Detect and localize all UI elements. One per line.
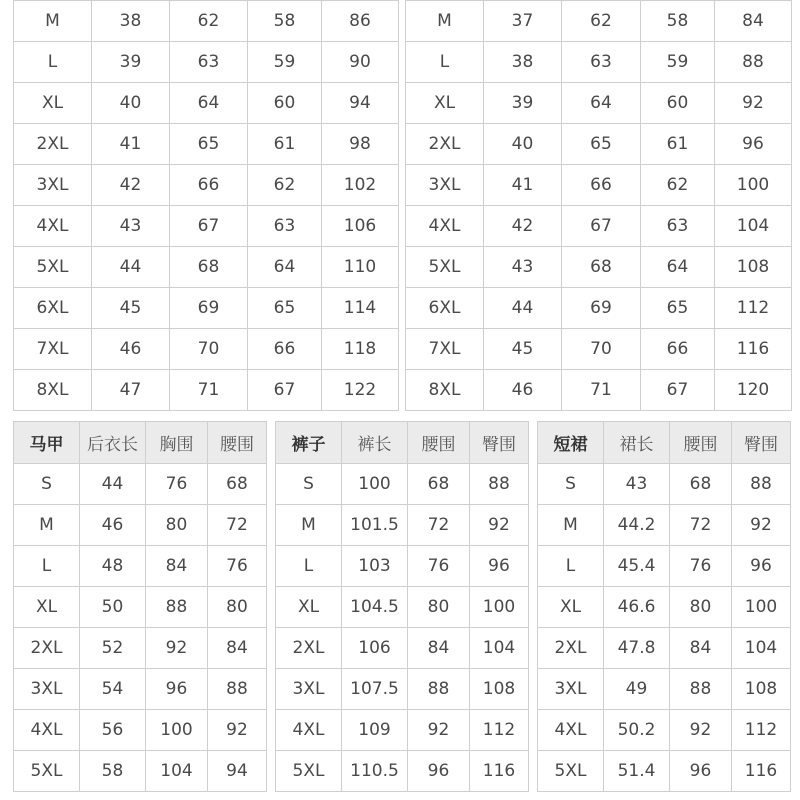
top-right-value-cell: 42 [484, 206, 562, 247]
top-left-row [14, 370, 399, 411]
top-left-size-cell: 2XL [14, 124, 92, 165]
top-right-size-cell: 3XL [406, 165, 484, 206]
pants-value-cell: 106 [342, 628, 408, 669]
skirt-value-cell: 76 [670, 546, 732, 587]
pants-value-cell: 92 [408, 710, 470, 751]
top-right-row [406, 288, 792, 329]
top-right-value-cell: 40 [484, 124, 562, 165]
top-left-size-cell: 6XL [14, 288, 92, 329]
vest-col-waist: 腰围 [208, 422, 267, 464]
top-right-value-cell: 59 [641, 42, 715, 83]
skirt-row [538, 628, 791, 669]
top-right-value-cell: 120 [715, 370, 792, 411]
pants-size-cell: XL [276, 587, 342, 628]
pants-col-waist: 腰围 [408, 422, 470, 464]
top-right-size-cell: 6XL [406, 288, 484, 329]
skirt-value-cell: 116 [732, 751, 791, 792]
top-right-value-cell: 62 [641, 165, 715, 206]
vest-col-chest: 胸围 [146, 422, 208, 464]
skirt-value-cell: 51.4 [604, 751, 670, 792]
skirt-value-cell: 100 [732, 587, 791, 628]
top-right-value-cell: 68 [562, 247, 641, 288]
pants-table-header [276, 422, 529, 464]
vest-value-cell: 80 [146, 505, 208, 546]
pants-row [276, 546, 529, 587]
top-left-value-cell: 46 [92, 329, 170, 370]
top-left-value-cell: 66 [170, 165, 248, 206]
vest-value-cell: 92 [208, 710, 267, 751]
top-right-value-cell: 39 [484, 83, 562, 124]
top-left-value-cell: 63 [170, 42, 248, 83]
skirt-col-waist: 腰围 [670, 422, 732, 464]
pants-value-cell: 100 [470, 587, 529, 628]
skirt-size-cell: S [538, 464, 604, 505]
skirt-size-cell: L [538, 546, 604, 587]
skirt-row [538, 587, 791, 628]
top-right-value-cell: 96 [715, 124, 792, 165]
vest-row [14, 669, 267, 710]
top-left-value-cell: 42 [92, 165, 170, 206]
top-right-value-cell: 67 [641, 370, 715, 411]
top-right-value-cell: 92 [715, 83, 792, 124]
pants-value-cell: 107.5 [342, 669, 408, 710]
top-left-row [14, 247, 399, 288]
top-left-value-cell: 66 [248, 329, 322, 370]
top-left-value-cell: 68 [170, 247, 248, 288]
vest-value-cell: 54 [80, 669, 146, 710]
top-right-row [406, 329, 792, 370]
pants-value-cell: 116 [470, 751, 529, 792]
top-right-row [406, 206, 792, 247]
pants-size-cell: L [276, 546, 342, 587]
size-table-top-left [13, 0, 399, 411]
skirt-value-cell: 92 [670, 710, 732, 751]
skirt-value-cell: 108 [732, 669, 791, 710]
top-right-value-cell: 45 [484, 329, 562, 370]
skirt-value-cell: 96 [732, 546, 791, 587]
top-right-row [406, 165, 792, 206]
skirt-value-cell: 72 [670, 505, 732, 546]
top-left-value-cell: 44 [92, 247, 170, 288]
pants-value-cell: 72 [408, 505, 470, 546]
top-right-value-cell: 88 [715, 42, 792, 83]
vest-size-cell: 4XL [14, 710, 80, 751]
top-left-value-cell: 86 [322, 1, 399, 42]
vest-size-cell: 3XL [14, 669, 80, 710]
top-left-value-cell: 41 [92, 124, 170, 165]
top-left-size-cell: L [14, 42, 92, 83]
skirt-value-cell: 50.2 [604, 710, 670, 751]
skirt-value-cell: 84 [670, 628, 732, 669]
vest-value-cell: 52 [80, 628, 146, 669]
top-right-value-cell: 43 [484, 247, 562, 288]
top-right-value-cell: 71 [562, 370, 641, 411]
pants-value-cell: 103 [342, 546, 408, 587]
pants-table-title: 裤子 [276, 422, 342, 464]
top-right-value-cell: 58 [641, 1, 715, 42]
top-right-size-cell: M [406, 1, 484, 42]
top-left-value-cell: 110 [322, 247, 399, 288]
pants-size-cell: M [276, 505, 342, 546]
top-right-size-cell: 5XL [406, 247, 484, 288]
top-left-value-cell: 118 [322, 329, 399, 370]
top-right-value-cell: 60 [641, 83, 715, 124]
top-right-row [406, 83, 792, 124]
vest-value-cell: 44 [80, 464, 146, 505]
top-left-value-cell: 58 [248, 1, 322, 42]
top-right-value-cell: 108 [715, 247, 792, 288]
top-right-row [406, 370, 792, 411]
top-left-value-cell: 62 [170, 1, 248, 42]
vest-value-cell: 50 [80, 587, 146, 628]
vest-value-cell: 94 [208, 751, 267, 792]
skirt-value-cell: 96 [670, 751, 732, 792]
top-right-value-cell: 63 [641, 206, 715, 247]
top-right-value-cell: 66 [562, 165, 641, 206]
skirt-col-length: 裙长 [604, 422, 670, 464]
top-left-value-cell: 59 [248, 42, 322, 83]
pants-row [276, 505, 529, 546]
top-left-value-cell: 65 [248, 288, 322, 329]
top-left-value-cell: 39 [92, 42, 170, 83]
top-right-size-cell: 7XL [406, 329, 484, 370]
pants-value-cell: 84 [408, 628, 470, 669]
pants-row [276, 710, 529, 751]
pants-value-cell: 110.5 [342, 751, 408, 792]
skirt-row [538, 751, 791, 792]
vest-size-cell: XL [14, 587, 80, 628]
top-right-value-cell: 116 [715, 329, 792, 370]
pants-value-cell: 88 [470, 464, 529, 505]
top-left-size-cell: 4XL [14, 206, 92, 247]
skirt-size-cell: 4XL [538, 710, 604, 751]
vest-size-cell: 5XL [14, 751, 80, 792]
top-left-value-cell: 64 [248, 247, 322, 288]
pants-row [276, 669, 529, 710]
skirt-value-cell: 47.8 [604, 628, 670, 669]
vest-size-cell: M [14, 505, 80, 546]
top-right-row [406, 42, 792, 83]
vest-col-back-length: 后衣长 [80, 422, 146, 464]
vest-row [14, 587, 267, 628]
skirt-col-hip: 臀围 [732, 422, 791, 464]
skirt-table-title: 短裙 [538, 422, 604, 464]
top-left-value-cell: 43 [92, 206, 170, 247]
top-right-value-cell: 65 [562, 124, 641, 165]
top-left-row [14, 288, 399, 329]
top-right-size-cell: 4XL [406, 206, 484, 247]
top-right-value-cell: 38 [484, 42, 562, 83]
skirt-table-header [538, 422, 791, 464]
pants-value-cell: 100 [342, 464, 408, 505]
top-right-value-cell: 61 [641, 124, 715, 165]
top-right-value-cell: 66 [641, 329, 715, 370]
vest-size-cell: 2XL [14, 628, 80, 669]
pants-size-cell: 5XL [276, 751, 342, 792]
vest-table-body [14, 464, 267, 792]
skirt-value-cell: 68 [670, 464, 732, 505]
skirt-size-table [537, 421, 791, 792]
top-left-value-cell: 106 [322, 206, 399, 247]
top-left-row [14, 42, 399, 83]
top-right-value-cell: 64 [641, 247, 715, 288]
skirt-value-cell: 88 [732, 464, 791, 505]
vest-value-cell: 72 [208, 505, 267, 546]
pants-col-hip: 臀围 [470, 422, 529, 464]
top-right-row [406, 124, 792, 165]
vest-table-title: 马甲 [14, 422, 80, 464]
top-right-value-cell: 41 [484, 165, 562, 206]
vest-value-cell: 84 [146, 546, 208, 587]
top-right-value-cell: 44 [484, 288, 562, 329]
pants-value-cell: 76 [408, 546, 470, 587]
skirt-table-body [538, 464, 791, 792]
top-left-size-cell: XL [14, 83, 92, 124]
vest-value-cell: 76 [146, 464, 208, 505]
top-left-value-cell: 62 [248, 165, 322, 206]
top-left-value-cell: 67 [248, 370, 322, 411]
vest-value-cell: 80 [208, 587, 267, 628]
pants-value-cell: 104.5 [342, 587, 408, 628]
skirt-value-cell: 49 [604, 669, 670, 710]
vest-row [14, 710, 267, 751]
top-right-value-cell: 112 [715, 288, 792, 329]
skirt-value-cell: 46.6 [604, 587, 670, 628]
top-left-value-cell: 114 [322, 288, 399, 329]
pants-value-cell: 108 [470, 669, 529, 710]
top-right-value-cell: 37 [484, 1, 562, 42]
top-left-value-cell: 94 [322, 83, 399, 124]
vest-value-cell: 84 [208, 628, 267, 669]
size-table-top-left-body [14, 1, 399, 411]
top-left-size-cell: M [14, 1, 92, 42]
top-right-row [406, 247, 792, 288]
top-left-row [14, 124, 399, 165]
top-right-size-cell: XL [406, 83, 484, 124]
top-left-row [14, 165, 399, 206]
vest-size-cell: S [14, 464, 80, 505]
top-right-value-cell: 64 [562, 83, 641, 124]
top-right-value-cell: 65 [641, 288, 715, 329]
top-right-row [406, 1, 792, 42]
top-right-value-cell: 67 [562, 206, 641, 247]
top-right-size-cell: L [406, 42, 484, 83]
top-right-size-cell: 2XL [406, 124, 484, 165]
top-left-row [14, 206, 399, 247]
skirt-row [538, 505, 791, 546]
pants-size-cell: 4XL [276, 710, 342, 751]
vest-size-table [13, 421, 267, 792]
top-left-row [14, 329, 399, 370]
top-left-value-cell: 61 [248, 124, 322, 165]
top-left-size-cell: 3XL [14, 165, 92, 206]
top-left-value-cell: 65 [170, 124, 248, 165]
skirt-value-cell: 45.4 [604, 546, 670, 587]
pants-row [276, 464, 529, 505]
top-left-row [14, 83, 399, 124]
pants-row [276, 587, 529, 628]
top-right-value-cell: 46 [484, 370, 562, 411]
vest-value-cell: 46 [80, 505, 146, 546]
vest-value-cell: 76 [208, 546, 267, 587]
vest-table-header [14, 422, 267, 464]
size-table-top-right [405, 0, 792, 411]
pants-size-cell: 2XL [276, 628, 342, 669]
vest-size-cell: L [14, 546, 80, 587]
pants-table-body [276, 464, 529, 792]
top-left-value-cell: 40 [92, 83, 170, 124]
pants-value-cell: 96 [408, 751, 470, 792]
top-left-value-cell: 102 [322, 165, 399, 206]
skirt-row [538, 669, 791, 710]
vest-value-cell: 56 [80, 710, 146, 751]
pants-row [276, 628, 529, 669]
pants-value-cell: 68 [408, 464, 470, 505]
vest-row [14, 464, 267, 505]
top-right-value-cell: 69 [562, 288, 641, 329]
vest-value-cell: 100 [146, 710, 208, 751]
skirt-value-cell: 44.2 [604, 505, 670, 546]
top-left-value-cell: 98 [322, 124, 399, 165]
top-right-value-cell: 100 [715, 165, 792, 206]
skirt-row [538, 710, 791, 751]
skirt-size-cell: XL [538, 587, 604, 628]
top-right-value-cell: 70 [562, 329, 641, 370]
vest-row [14, 546, 267, 587]
pants-value-cell: 104 [470, 628, 529, 669]
pants-value-cell: 112 [470, 710, 529, 751]
skirt-row [538, 546, 791, 587]
skirt-size-cell: 2XL [538, 628, 604, 669]
top-left-size-cell: 8XL [14, 370, 92, 411]
pants-size-cell: S [276, 464, 342, 505]
top-right-value-cell: 104 [715, 206, 792, 247]
top-left-size-cell: 5XL [14, 247, 92, 288]
top-left-size-cell: 7XL [14, 329, 92, 370]
vest-value-cell: 92 [146, 628, 208, 669]
size-table-top-right-body [406, 1, 792, 411]
pants-value-cell: 109 [342, 710, 408, 751]
skirt-row [538, 464, 791, 505]
pants-row [276, 751, 529, 792]
skirt-value-cell: 43 [604, 464, 670, 505]
top-left-value-cell: 70 [170, 329, 248, 370]
pants-value-cell: 96 [470, 546, 529, 587]
top-left-value-cell: 64 [170, 83, 248, 124]
vest-value-cell: 96 [146, 669, 208, 710]
pants-size-table [275, 421, 529, 792]
top-left-value-cell: 90 [322, 42, 399, 83]
vest-value-cell: 68 [208, 464, 267, 505]
skirt-value-cell: 80 [670, 587, 732, 628]
pants-value-cell: 80 [408, 587, 470, 628]
skirt-size-cell: 3XL [538, 669, 604, 710]
skirt-size-cell: 5XL [538, 751, 604, 792]
vest-value-cell: 48 [80, 546, 146, 587]
top-left-value-cell: 38 [92, 1, 170, 42]
pants-value-cell: 101.5 [342, 505, 408, 546]
top-left-value-cell: 71 [170, 370, 248, 411]
top-left-value-cell: 67 [170, 206, 248, 247]
skirt-value-cell: 112 [732, 710, 791, 751]
top-right-size-cell: 8XL [406, 370, 484, 411]
skirt-value-cell: 92 [732, 505, 791, 546]
vest-row [14, 751, 267, 792]
top-right-value-cell: 84 [715, 1, 792, 42]
top-left-row [14, 1, 399, 42]
top-left-value-cell: 69 [170, 288, 248, 329]
top-right-value-cell: 62 [562, 1, 641, 42]
top-left-value-cell: 122 [322, 370, 399, 411]
skirt-value-cell: 88 [670, 669, 732, 710]
vest-value-cell: 88 [208, 669, 267, 710]
pants-value-cell: 88 [408, 669, 470, 710]
top-left-value-cell: 47 [92, 370, 170, 411]
pants-value-cell: 92 [470, 505, 529, 546]
pants-size-cell: 3XL [276, 669, 342, 710]
vest-row [14, 628, 267, 669]
skirt-size-cell: M [538, 505, 604, 546]
top-left-value-cell: 60 [248, 83, 322, 124]
vest-value-cell: 88 [146, 587, 208, 628]
vest-row [14, 505, 267, 546]
skirt-value-cell: 104 [732, 628, 791, 669]
pants-col-length: 裤长 [342, 422, 408, 464]
top-right-value-cell: 63 [562, 42, 641, 83]
top-left-value-cell: 63 [248, 206, 322, 247]
top-left-value-cell: 45 [92, 288, 170, 329]
vest-value-cell: 58 [80, 751, 146, 792]
vest-value-cell: 104 [146, 751, 208, 792]
